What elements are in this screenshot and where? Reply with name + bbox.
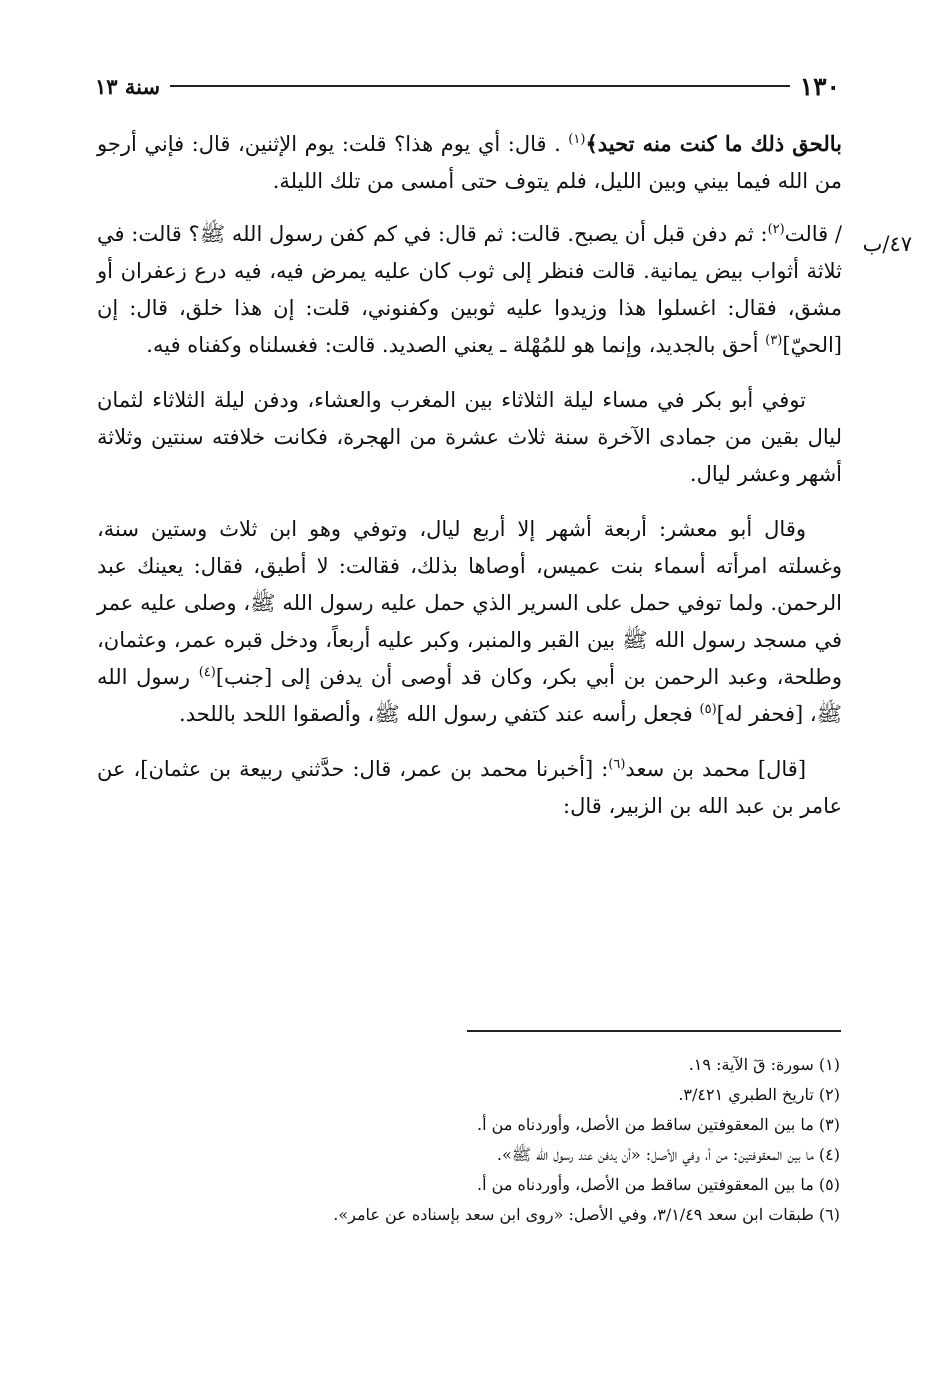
paragraph-2: [97, 216, 842, 364]
paragraph-4: [97, 511, 842, 733]
paragraph-text: توفي أبو بكر في مساء ليلة الثلاثاء بين المغرب والعشاء، ودفن ليلة الثلاثاء لثمان ليال بقين من جمادى الآخرة سنة ثلاث عشرة من الهجرة، فكانت خلافته سنتين وثلاثة أشهر وعشر ليال.: [97, 388, 842, 486]
paragraph-text: : ثم دفن قبل أن يصبح. قالت: ثم قال: في كم كفن رسول الله ﷺ؟ قالت: في ثلاثة أثواب بيض يمانية. قالت فنظر إلى ثوب كان عليه يمرض فيه، فيه درع زعفران أو مشق، فقال: اغسلوا هذا وزيدوا عليه ثوبين وكفنوني، قلت: إن هذا خلق، قال: إن [الحيّ]: [97, 222, 842, 357]
page-number: ١٣٠: [799, 71, 840, 101]
margin-folio-note: ٤٧/ب: [862, 232, 912, 256]
footnote-4: (٤) ما بين المعقوفتين: من أ، وفي الأصل: «أن يدفن عند رسول الله ﷺ».: [496, 1145, 840, 1164]
paragraph-text: . قال: أي يوم هذا؟ قلت: يوم الإثنين، قال: فإني أرجو من الله فيما بيني وبين الليل، فلم يتوف حتى أمسى من تلك الليلة.: [97, 132, 842, 193]
paragraph-lead: [قال] محمد بن سعد: [625, 757, 807, 781]
header-rule: [170, 85, 790, 87]
footnote-ref-3: (٣): [765, 333, 783, 348]
paragraph-1: [97, 125, 842, 200]
footnote-6: (٦) طبقات ابن سعد ٣/١/٤٩، وفي الأصل: «روى ابن سعد بإسناده عن عامر».: [333, 1205, 840, 1224]
footnote-ref-2: (٢): [767, 222, 785, 237]
footnote-5: (٥) ما بين المعقوفتين ساقط من الأصل، وأوردناه من أ.: [477, 1175, 840, 1194]
page-header: [95, 66, 840, 106]
paragraph-text: فجعل رأسه عند كتفي رسول الله ﷺ، وألصقوا اللحد باللحد.: [179, 702, 700, 726]
footnote-ref-4: (٤): [198, 665, 216, 680]
footnotes: [230, 1050, 840, 1230]
footnote-ref-1: (١): [568, 132, 586, 147]
footnote-ref-6: (٦): [608, 757, 626, 772]
main-text: [97, 125, 842, 843]
paragraph-text: أحق بالجديد، وإنما هو للمُهْلة ـ يعني الصديد. قالت: فغسلناه وكفناه فيه.: [146, 333, 766, 357]
footnote-2: (٢) تاريخ الطبري ٣/٤٢١.: [678, 1085, 840, 1104]
paragraph-lead: / قالت: [784, 222, 842, 246]
paragraph-text: وقال أبو معشر: أربعة أشهر إلا أربع ليال، وتوفي وهو ابن ثلاث وستين سنة، وغسلته امرأته أسماء بنت عميس، أوصاها بذلك، فقالت: لا أطيق، فقال: يعينك عبد الرحمن. ولما توفي حمل على السرير الذي حمل عليه رسول الله ﷺ، وصلى عليه عمر في مسجد رسول الله ﷺ بين القبر والمنبر، وكبر عليه أربعاً، ودخل قبره عمر، وعثمان، وطلحة، وعبد الرحمن بن أبي بكر، وكان قد أوصى أن يدفن إلى [جنب]: [97, 517, 843, 689]
footnote-3: (٣) ما بين المعقوفتين ساقط من الأصل، وأوردناه من أ.: [477, 1115, 840, 1134]
footnote-1: (١) سورة: قٓ الآية: ١٩.: [688, 1055, 840, 1074]
footnote-ref-5: (٥): [699, 702, 717, 717]
paragraph-3: [97, 382, 842, 493]
quran-quote: بالحق ذلك ما كنت منه تحيد﴾: [585, 131, 842, 156]
paragraph-text: رسول الله ﷺ، [فحفر له]: [97, 665, 842, 726]
running-head-year: سنة ١٣: [95, 73, 161, 99]
paragraph-5: [97, 751, 842, 825]
paragraph-text: : [أخبرنا محمد بن عمر، قال: حدَّثني ربيعة بن عثمان]، عن عامر بن عبد الله بن الزبير، قال:: [97, 757, 842, 818]
footnote-separator: [467, 1030, 841, 1032]
